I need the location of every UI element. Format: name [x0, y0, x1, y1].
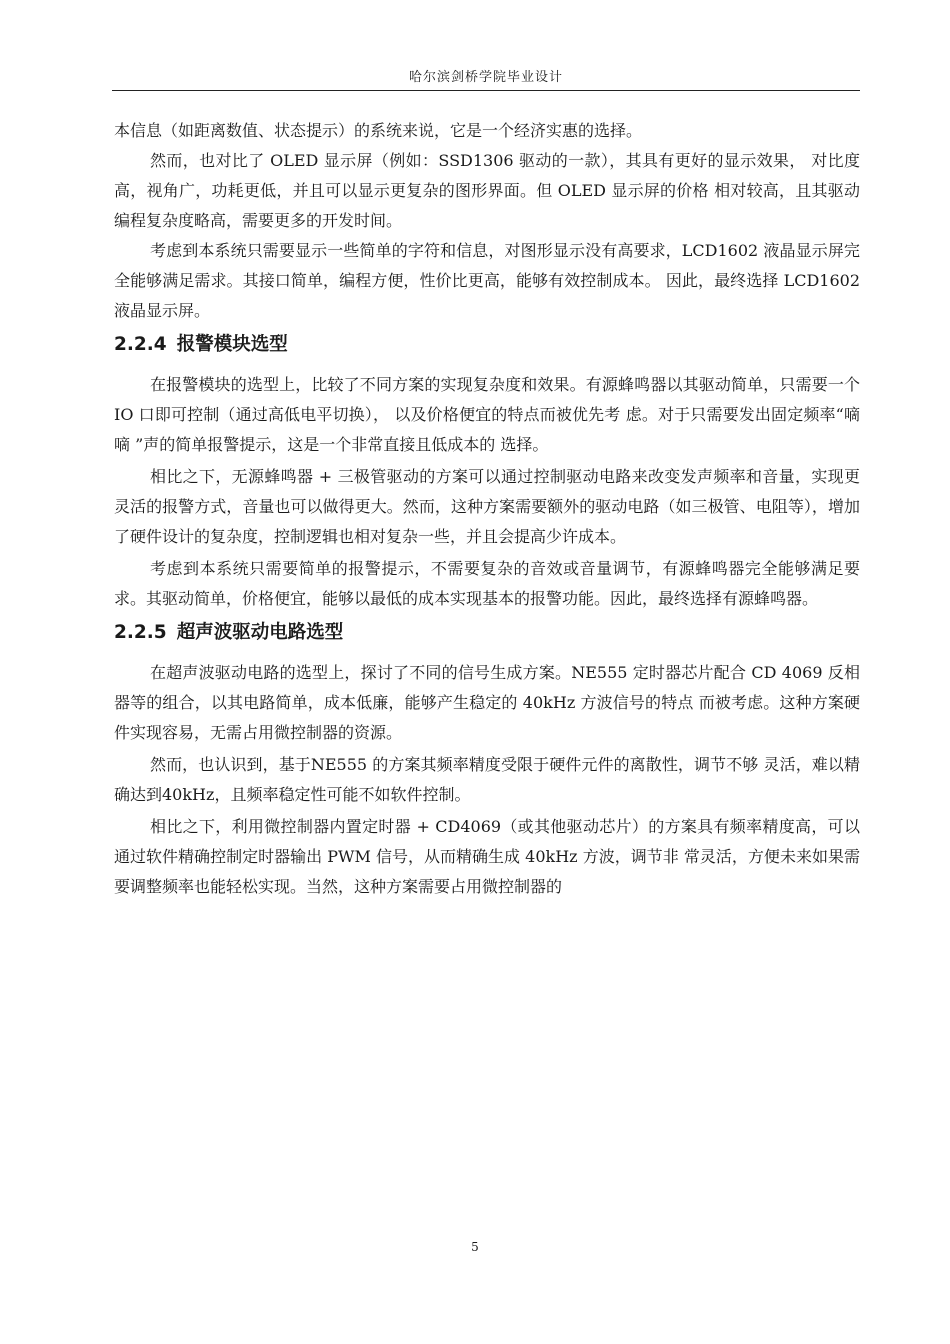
paragraph: 相比之下，无源蜂鸣器 + 三极管驱动的方案可以通过控制驱动电路来改变发声频率和音量，实现更灵活的报警方式，音量也可以做得更大。然而，这种方案需要额外的驱动电路（如三极管、电阻等），增加了硬件设计的复杂度，控制逻辑也相对复杂一些，并且会提高少许成本。 — [114, 467, 860, 546]
paragraph: 然而，也对比了 OLED 显示屏（例如：SSD1306 驱动的一款），其具有更好的显示效果， 对比度高，视角广，功耗更低，并且可以显示更复杂的图形界面。但 OLED 显示屏的价格 相对较高，且其驱动编程复杂度略高，需要更多的开发时间。 — [114, 151, 860, 230]
header-divider — [112, 90, 860, 91]
section-heading-2-2-4 — [114, 328, 860, 362]
section-number: 2.2.4 — [114, 334, 167, 355]
paragraph: 相比之下，利用微控制器内置定时器 + CD4069（或其他驱动芯片）的方案具有频率精度高，可以通过软件精确控制定时器输出 PWM 信号，从而精确生成 40kHz 方波，调节非 常灵活，方便未来如果需要调整频率也能轻松实现。当然，这种方案需要占用微控制器的 — [114, 817, 860, 896]
page-number: 5 — [471, 1240, 479, 1254]
document-body — [114, 116, 860, 902]
section-title: 超声波驱动电路选型 — [176, 622, 344, 643]
section-title: 报警模块选型 — [176, 334, 288, 355]
paragraph: 考虑到本系统只需要简单的报警提示，不需要复杂的音效或音量调节，有源蜂鸣器完全能够满足要求。其驱动简单，价格便宜，能够以最低的成本实现基本的报警功能。因此，最终选择有源蜂鸣器。 — [114, 559, 860, 608]
section-number: 2.2.5 — [114, 622, 167, 643]
paragraph: 在报警模块的选型上，比较了不同方案的实现复杂度和效果。有源蜂鸣器以其驱动简单，只需要一个 IO 口即可控制（通过高低电平切换）， 以及价格便宜的特点而被优先考 虑。对于只需要发出固定频率“嘀嘀 ”声的简单报警提示，这是一个非常直接且低成本的 选择。 — [114, 375, 860, 454]
running-header: 哈尔滨剑桥学院毕业设计 — [408, 70, 563, 85]
paragraph: 本信息（如距离数值、状态提示）的系统来说，它是一个经济实惠的选择。 — [114, 121, 643, 140]
section-heading-2-2-5 — [114, 616, 860, 650]
paragraph: 在超声波驱动电路的选型上，探讨了不同的信号生成方案。NE555 定时器芯片配合 CD 4069 反相器等的组合，以其电路简单，成本低廉，能够产生稳定的 40kHz 方波信号的特点 而被考虑。这种方案硬件实现容易，无需占用微控制器的资源。 — [114, 663, 860, 742]
paragraph: 考虑到本系统只需要显示一些简单的字符和信息，对图形显示没有高要求，LCD1602 液晶显示屏完全能够满足需求。其接口简单，编程方便，性价比更高，能够有效控制成本。 因此，最终选择 LCD1602 液晶显示屏。 — [114, 241, 860, 320]
paragraph: 然而，也认识到，基于NE555 的方案其频率精度受限于硬件元件的离散性，调节不够 灵活，难以精确达到40kHz，且频率稳定性可能不如软件控制。 — [114, 755, 860, 804]
